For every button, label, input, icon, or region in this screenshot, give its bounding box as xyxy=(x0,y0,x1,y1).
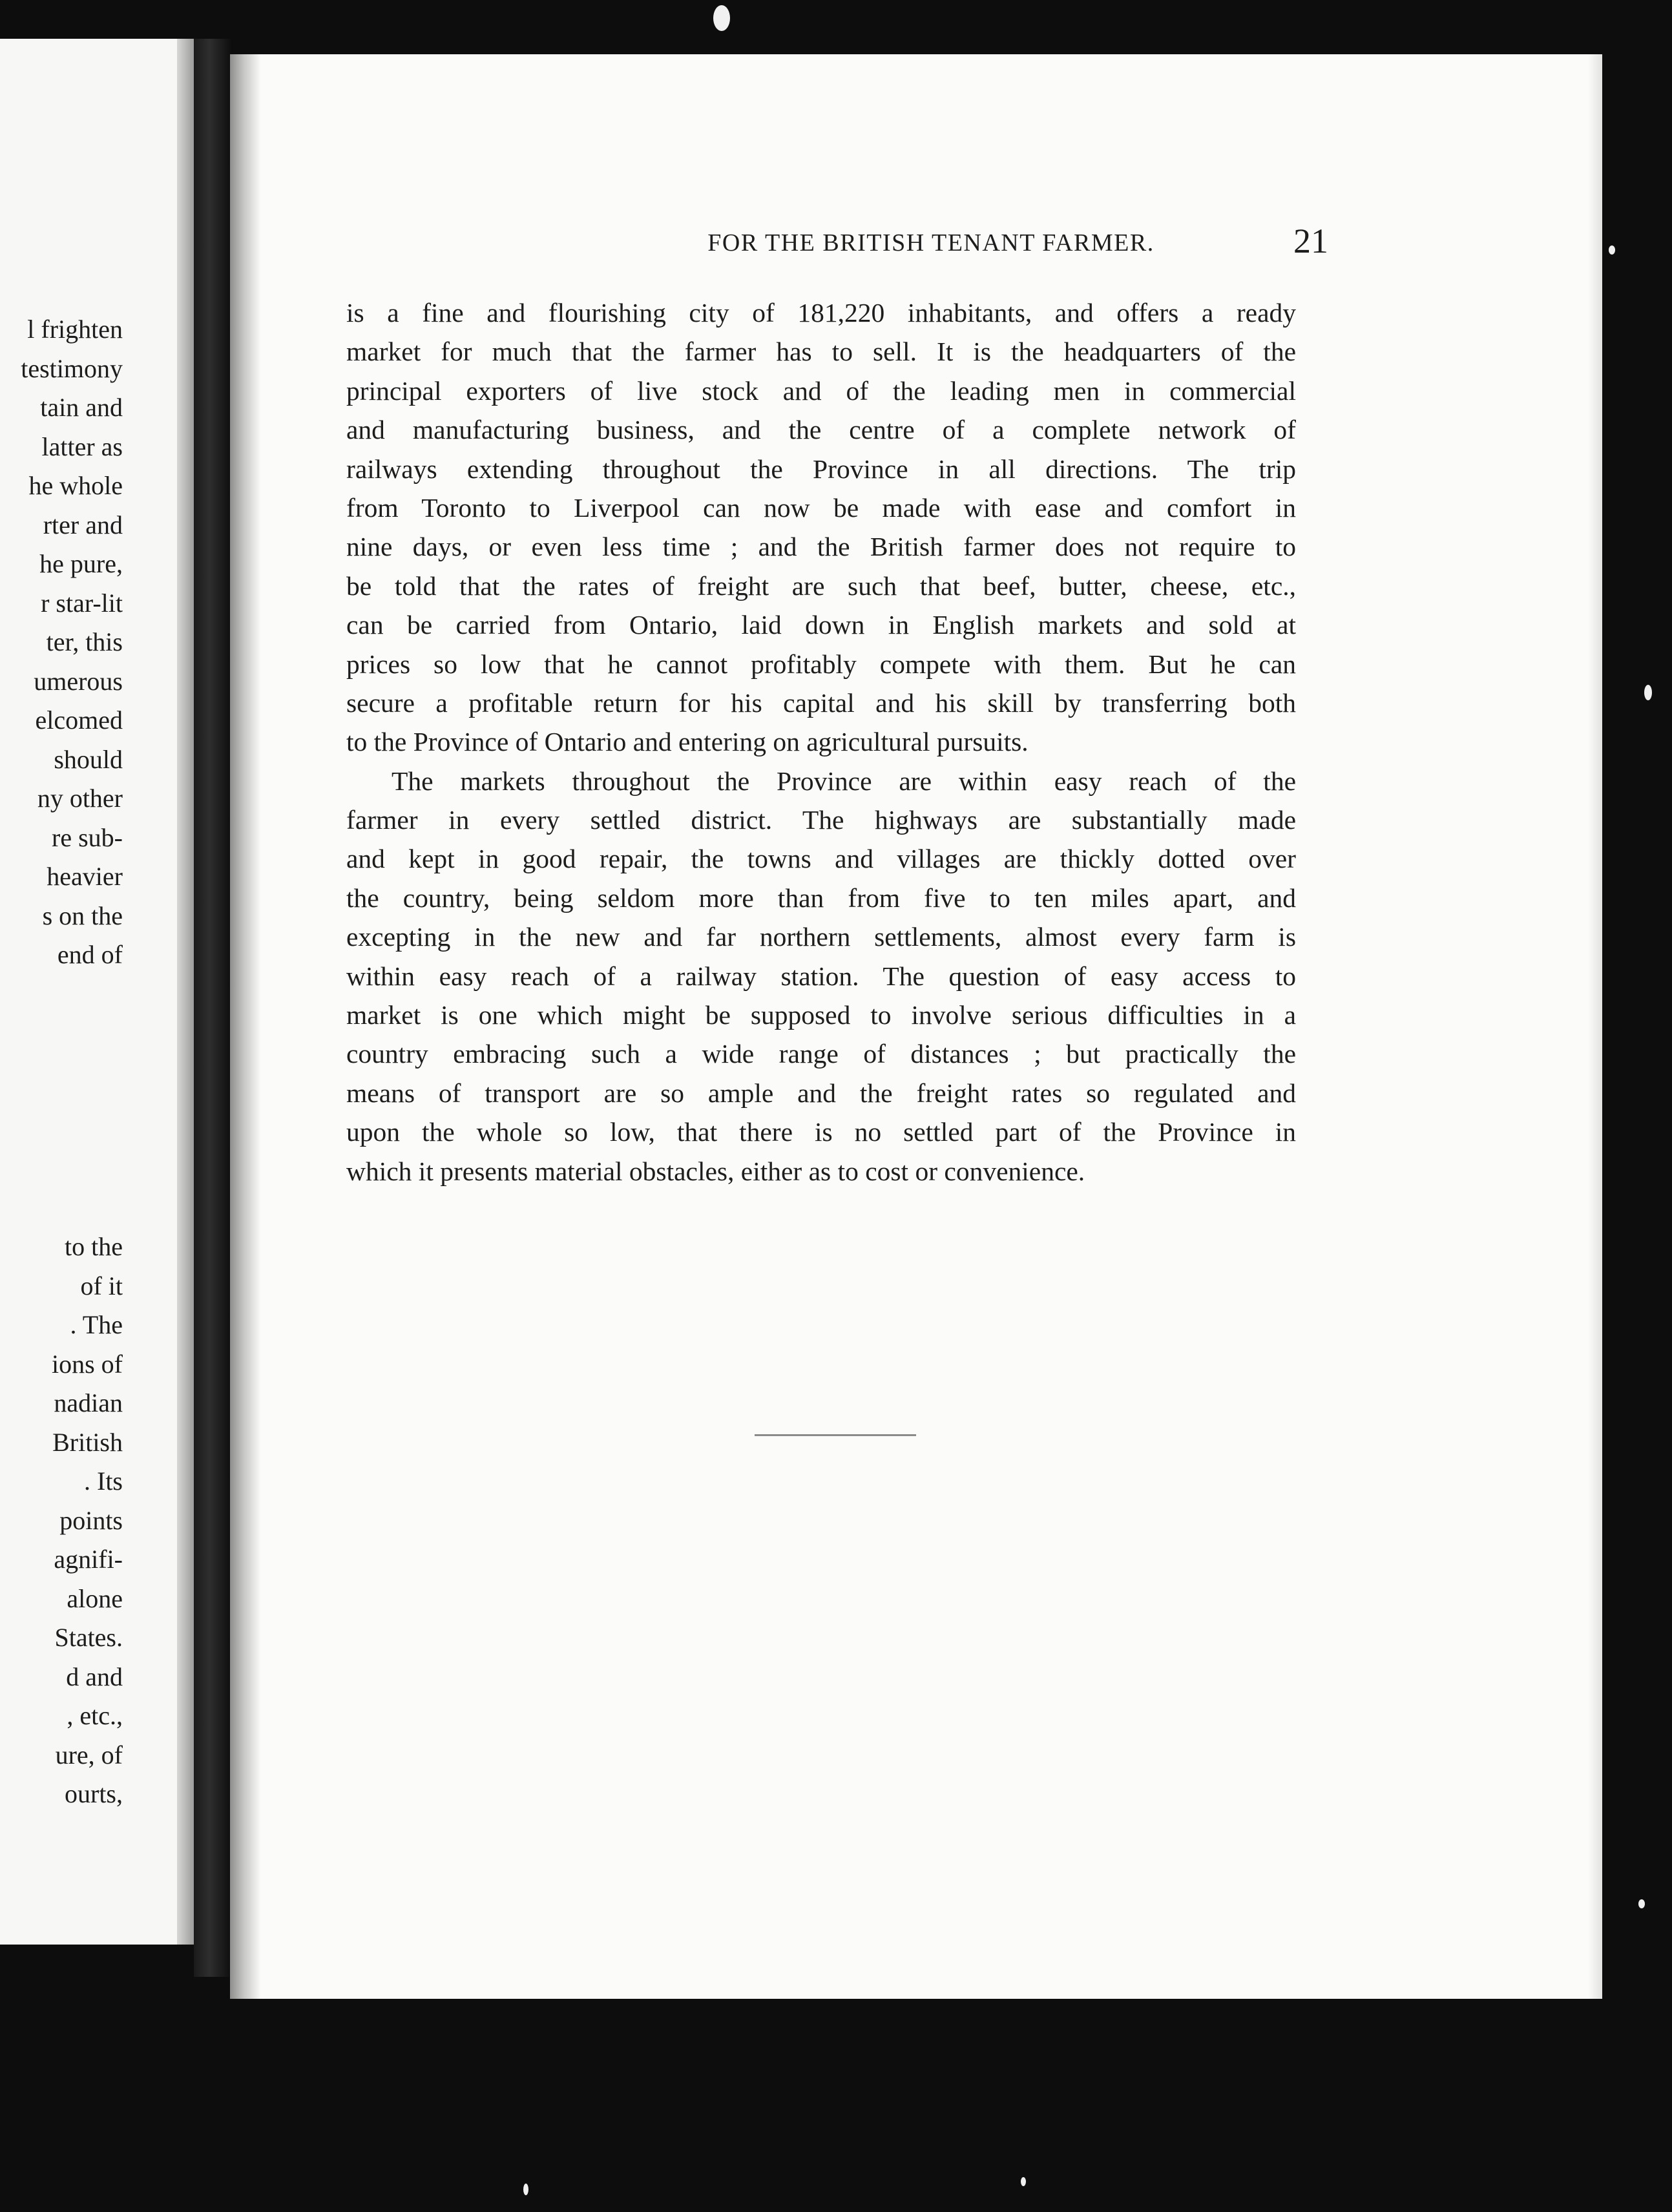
text-line: The markets throughout the Province are within easy reach of the xyxy=(392,766,1296,796)
text-line: market is one which might be supposed to involve serious difficulties in a xyxy=(346,1000,1296,1030)
text-line: to the Province of Ontario and entering on agricultural pursuits. xyxy=(346,727,1029,757)
dust-speck xyxy=(1644,685,1652,700)
section-rule xyxy=(755,1434,916,1436)
dust-speck xyxy=(713,5,730,31)
left-fragment: latter as xyxy=(41,432,123,461)
text-line: can be carried from Ontario, laid down in English markets and sold at xyxy=(346,610,1296,640)
left-fragment: umerous xyxy=(34,666,123,696)
left-fragment: of it xyxy=(80,1271,123,1300)
right-page xyxy=(230,54,1602,1999)
left-fragment: agnifi- xyxy=(54,1545,123,1574)
text-line: is a fine and flourishing city of 181,220 inhabitants, and offers a ready xyxy=(346,298,1296,328)
left-fragment: . Its xyxy=(84,1466,123,1496)
left-fragment: d and xyxy=(66,1662,123,1691)
running-head: FOR THE BRITISH TENANT FARMER. xyxy=(707,229,1155,256)
page-curve-shadow xyxy=(230,54,261,1999)
book-spine xyxy=(194,39,233,1977)
text-line: the country, being seldom more than from five to ten miles apart, and xyxy=(346,882,1296,913)
paragraph-1 xyxy=(346,293,1296,762)
left-fragment: he pure, xyxy=(39,549,123,578)
left-fragment: States. xyxy=(54,1623,123,1652)
left-fragment: British xyxy=(52,1427,123,1457)
text-line: and manufacturing business, and the centre of a complete network of xyxy=(346,415,1296,445)
left-fragment: ure, of xyxy=(55,1740,123,1769)
dust-speck xyxy=(1021,2177,1026,2186)
text-line: secure a profitable return for his capital and his skill by transferring both xyxy=(346,687,1296,718)
left-fragment: alone xyxy=(67,1583,123,1613)
text-line: be told that the rates of freight are such that beef, butter, cheese, etc., xyxy=(346,570,1296,601)
left-fragment: elcomed xyxy=(35,705,123,735)
left-fragment: ter, this xyxy=(46,627,123,656)
left-fragment: . The xyxy=(70,1310,123,1339)
left-fragment: heavier xyxy=(47,862,123,891)
text-line: railways extending throughout the Province in all directions. The trip xyxy=(346,454,1296,484)
text-line: country embracing such a wide range of distances ; but practically the xyxy=(346,1039,1296,1069)
left-fragment: end of xyxy=(57,940,123,969)
text-line: within easy reach of a railway station. The question of easy access to xyxy=(346,961,1296,991)
left-fragment: ourts, xyxy=(65,1779,123,1808)
dust-speck xyxy=(523,2184,528,2195)
left-fragment: s on the xyxy=(42,901,123,930)
left-fragment: testimony xyxy=(21,353,123,383)
left-fragment: to the xyxy=(65,1232,123,1261)
text-line: excepting in the new and far northern settlements, almost every farm is xyxy=(346,922,1296,952)
text-line: from Toronto to Liverpool can now be made with ease and comfort in xyxy=(346,492,1296,523)
left-fragment: ny other xyxy=(37,784,123,813)
body-text xyxy=(346,293,1296,1191)
dust-speck xyxy=(1638,1899,1645,1908)
left-page-fragments-bottom xyxy=(0,1227,123,1814)
text-line: and kept in good repair, the towns and villages are thickly dotted over xyxy=(346,844,1296,874)
left-fragment: tain and xyxy=(40,393,123,422)
text-line: means of transport are so ample and the freight rates so regulated and xyxy=(346,1078,1296,1108)
text-line: upon the whole so low, that there is no settled part of the Province in xyxy=(346,1117,1296,1147)
left-page-fragments-top xyxy=(0,310,123,975)
left-fragment: he whole xyxy=(28,471,123,500)
left-fragment: ions of xyxy=(52,1349,123,1379)
page-edge xyxy=(1588,54,1602,1999)
text-line: farmer in every settled district. The highways are substantially made xyxy=(346,805,1296,835)
left-fragment: should xyxy=(54,744,123,774)
page-number: 21 xyxy=(1293,222,1328,260)
dust-speck xyxy=(1609,245,1615,255)
left-fragment: nadian xyxy=(54,1388,123,1417)
text-line: principal exporters of live stock and of the leading men in commercial xyxy=(346,375,1296,406)
text-line: prices so low that he cannot profitably compete with them. But he can xyxy=(346,649,1296,679)
left-fragment: rter and xyxy=(43,510,123,539)
left-fragment: , etc., xyxy=(67,1701,123,1730)
paragraph-2 xyxy=(346,762,1296,1191)
text-line: market for much that the farmer has to sell. It is the headquarters of the xyxy=(346,337,1296,367)
left-facing-page xyxy=(0,39,194,1945)
text-line: nine days, or even less time ; and the British farmer does not require to xyxy=(346,532,1296,562)
left-fragment: points xyxy=(59,1505,123,1535)
left-fragment: l frighten xyxy=(27,315,123,344)
left-fragment: r star-lit xyxy=(41,588,123,618)
left-page-gutter-shadow xyxy=(177,39,194,1945)
left-fragment: re sub- xyxy=(52,822,123,852)
text-line: which it presents material obstacles, either as to cost or convenience. xyxy=(346,1156,1085,1186)
